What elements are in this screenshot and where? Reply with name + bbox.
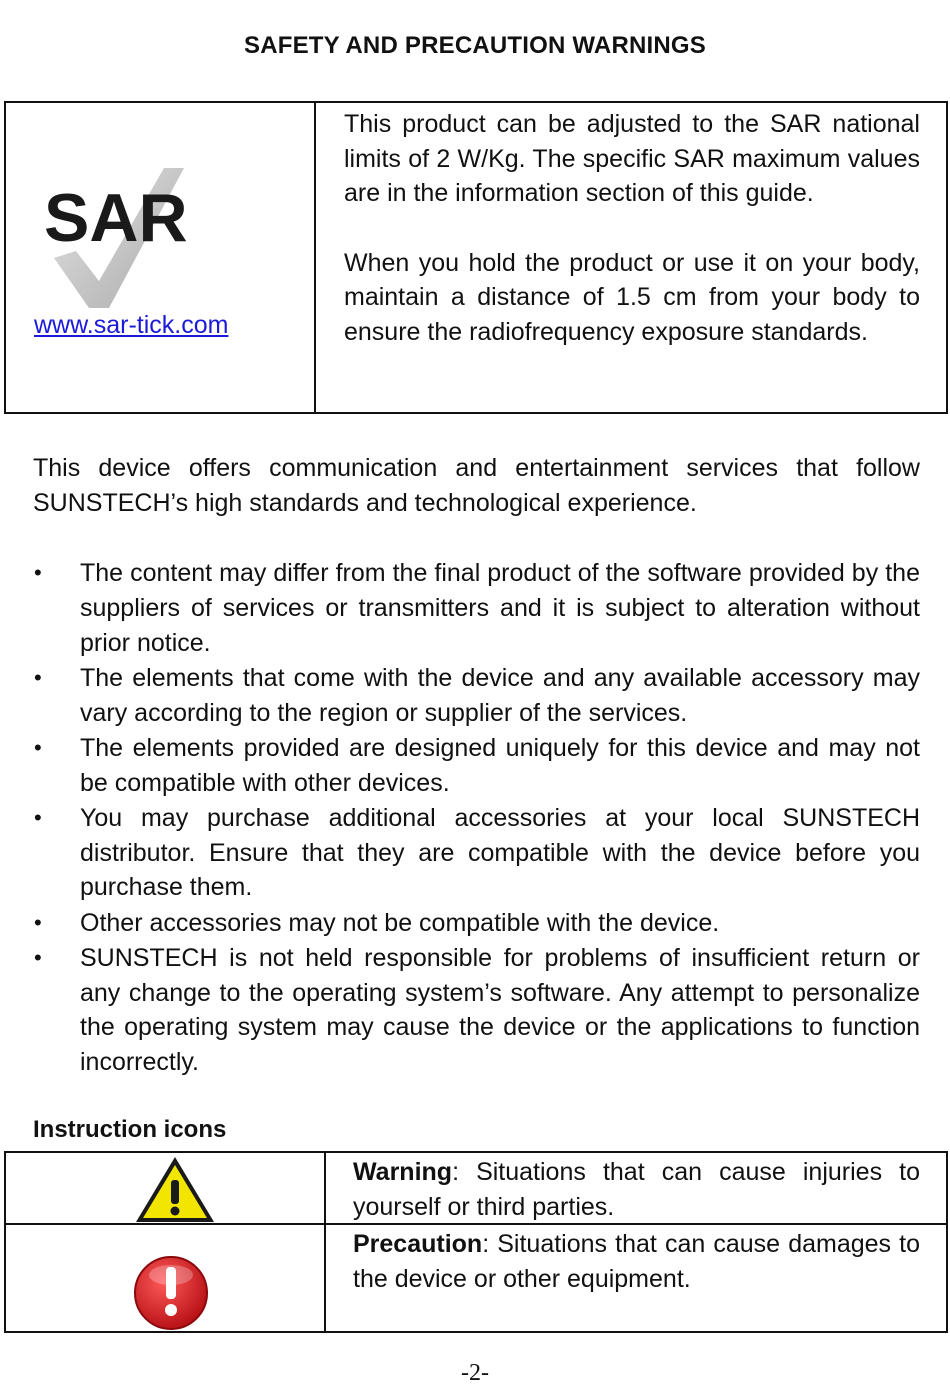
bullet-icon: •	[34, 560, 42, 585]
precaution-circle-icon	[131, 1253, 211, 1333]
intro-paragraph: This device offers communication and entertainment services that follow SUNSTECH’s high standards and technological experience.	[33, 454, 920, 517]
warning-triangle-icon	[132, 1154, 218, 1226]
warning-label: Warning	[353, 1158, 453, 1186]
list-item: • The elements that come with the device and any available accessory may vary according to the region or supplier of the services.	[33, 661, 920, 731]
sar-tick-logo	[34, 163, 234, 313]
list-item: • The elements provided are designed uniquely for this device and may not be compatible with other devices.	[33, 731, 920, 801]
list-item: • The content may differ from the final product of the software provided by the suppliers of services or transmitters and it is subject to alteration without prior notice.	[33, 556, 920, 660]
sar-logo-text: SAR	[44, 180, 188, 256]
warning-description: Warning: Situations that can cause injuries to yourself or third parties.	[353, 1158, 920, 1221]
precaution-row	[6, 1225, 946, 1331]
bullet-icon: •	[34, 804, 42, 830]
page-title: SAFETY AND PRECAUTION WARNINGS	[243, 32, 707, 59]
instruction-icons-table	[4, 1151, 948, 1333]
bullet-icon: •	[34, 944, 42, 970]
bullet-icon: •	[34, 734, 42, 760]
precaution-description: Precaution: Situations that can cause damages to the device or other equipment.	[353, 1230, 920, 1293]
sar-tick-link[interactable]: www.sar-tick.com	[34, 311, 229, 339]
list-item: • SUNSTECH is not held responsible for problems of insufficient return or any change to the operating system’s software. Any attempt to personalize the operating system may cause the device or the applications to function incorrectly.	[33, 941, 920, 1080]
bullet-icon: •	[34, 909, 42, 935]
page-number: -2-	[461, 1360, 489, 1386]
list-item: • Other accessories may not be compatible with the device.	[33, 906, 920, 941]
list-item: • You may purchase additional accessories at your local SUNSTECH distributor. Ensure that they are compatible with the device before you purchase them.	[33, 801, 920, 905]
sar-logo-cell	[6, 103, 316, 412]
sar-description	[316, 103, 946, 412]
warning-row	[6, 1153, 946, 1225]
notice-list	[33, 556, 920, 1080]
precaution-label: Precaution	[353, 1230, 483, 1258]
sar-paragraph-distance: When you hold the product or use it on your body, maintain a distance of 1.5 cm from your body to ensure the radiofrequency exposure standards.	[344, 248, 920, 346]
sar-info-table	[4, 101, 948, 414]
instruction-icons-heading: Instruction icons	[33, 1116, 227, 1143]
sar-paragraph-limits: This product can be adjusted to the SAR national limits of 2 W/Kg. The specific SAR maximum values are in the information section of this guide.	[344, 110, 920, 207]
bullet-icon: •	[34, 664, 42, 690]
